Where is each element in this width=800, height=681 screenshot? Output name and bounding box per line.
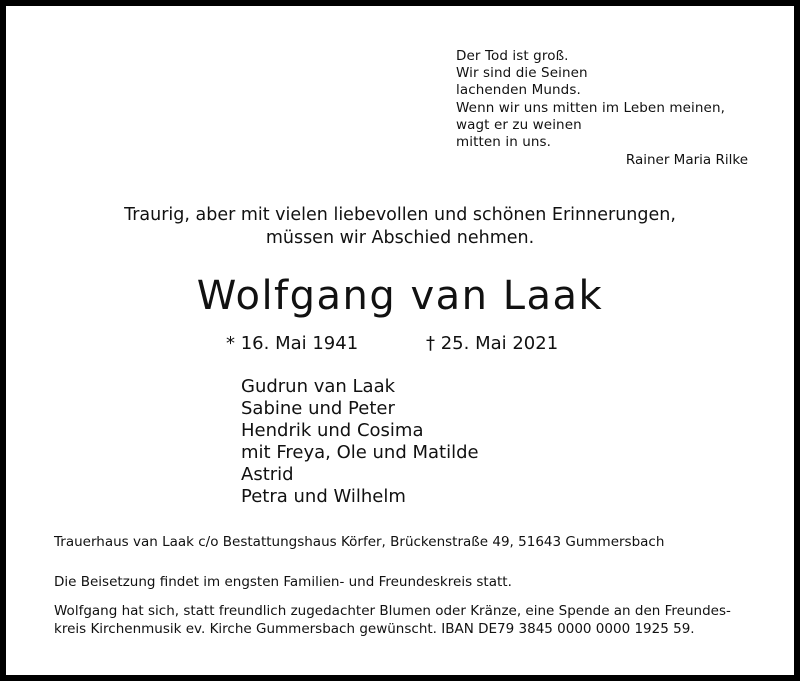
birth-date: * 16. Mai 1941: [226, 333, 359, 354]
poem: [456, 48, 756, 151]
poem-author: Rainer Maria Rilke: [625, 152, 748, 168]
intro-text: [6, 204, 794, 250]
poem-line: mitten in uns.: [456, 134, 552, 151]
poem-line: lachenden Munds.: [456, 82, 581, 99]
mourner-name: Gudrun van Laak: [241, 376, 396, 397]
mourner-name: Hendrik und Cosima: [241, 420, 424, 441]
mourner-name: Petra und Wilhelm: [241, 486, 406, 507]
intro-line: Traurig, aber mit vielen liebevollen und schönen Erinnerungen,: [124, 205, 676, 225]
mourning-house-address: Trauerhaus van Laak c/o Bestattungshaus Körfer, Brückenstraße 49, 51643 Gummersbach: [54, 534, 665, 550]
mourners-list: [241, 376, 479, 508]
poem-line: wagt er zu weinen: [456, 116, 582, 133]
poem-line: Wenn wir uns mitten im Leben meinen,: [456, 99, 725, 116]
donation-line: Wolfgang hat sich, statt freundlich zugedachter Blumen oder Kränze, eine Spende an den Freundes-: [54, 603, 731, 619]
poem-line: Der Tod ist groß.: [456, 48, 569, 64]
funeral-note: Die Beisetzung findet im engsten Familien- und Freundeskreis statt.: [54, 574, 512, 590]
deceased-name: Wolfgang van Laak: [196, 273, 604, 319]
donation-line: kreis Kirchenmusik ev. Kirche Gummersbach gewünscht. IBAN DE79 3845 0000 0000 1925 59.: [54, 621, 695, 637]
mourner-name: Sabine und Peter: [241, 398, 395, 419]
mourner-name: mit Freya, Ole und Matilde: [241, 442, 479, 463]
intro-line: müssen wir Abschied nehmen.: [265, 228, 535, 248]
poem-line: Wir sind die Seinen: [456, 65, 588, 82]
death-date: † 25. Mai 2021: [426, 333, 559, 354]
donation-note: [54, 602, 754, 638]
mourner-name: Astrid: [241, 464, 294, 485]
